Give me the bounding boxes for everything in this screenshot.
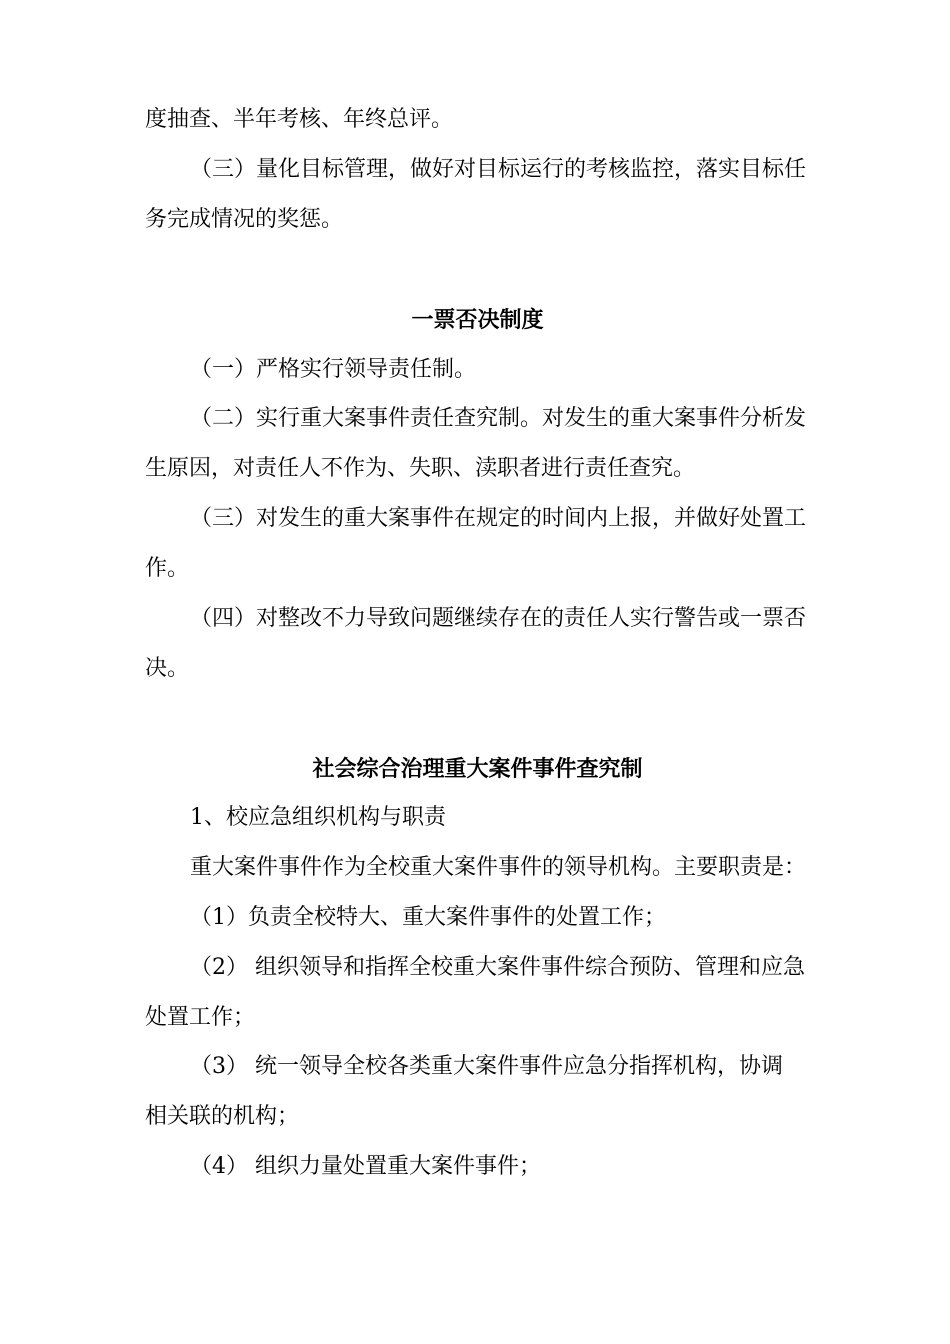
list-item: （二）实行重大案事件责任查究制。对发生的重大案事件分析发	[190, 406, 807, 431]
list-item: 作。	[145, 556, 190, 581]
list-item: （1）负责全校特大、重大案件事件的处置工作；	[190, 905, 666, 930]
list-item: （3） 统一领导全校各类重大案件事件应急分指挥机构，协调	[190, 1054, 783, 1079]
list-item: （一）严格实行领导责任制。	[190, 357, 477, 382]
list-item: 处置工作；	[145, 1005, 256, 1030]
list-item: 相关联的机构；	[145, 1104, 300, 1129]
list-item: （2） 组织领导和指挥全校重大案件事件综合预防、管理和应急	[190, 955, 805, 980]
list-item: （三）对发生的重大案事件在规定的时间内上报，并做好处置工	[190, 506, 807, 531]
list-item: （四）对整改不力导致问题继续存在的责任人实行警告或一票否	[190, 606, 807, 631]
section-title-investigation: 社会综合治理重大案件事件查究制	[312, 756, 643, 782]
list-item: （4） 组织力量处置重大案件事件；	[190, 1154, 541, 1179]
list-item: 生原因，对责任人不作为、失职、渎职者进行责任查究。	[145, 456, 696, 481]
paragraph-line: 务完成情况的奖惩。	[145, 207, 344, 232]
paragraph-line: 度抽查、半年考核、年终总评。	[145, 107, 454, 132]
list-item: 决。	[145, 656, 190, 681]
paragraph-line: （三）量化目标管理，做好对目标运行的考核监控，落实目标任	[190, 157, 807, 182]
section-title-veto: 一票否决制度	[411, 307, 544, 333]
list-item: 1、校应急组织机构与职责	[190, 805, 446, 830]
list-item: 重大案件事件作为全校重大案件事件的领导机构。主要职责是：	[190, 855, 807, 880]
